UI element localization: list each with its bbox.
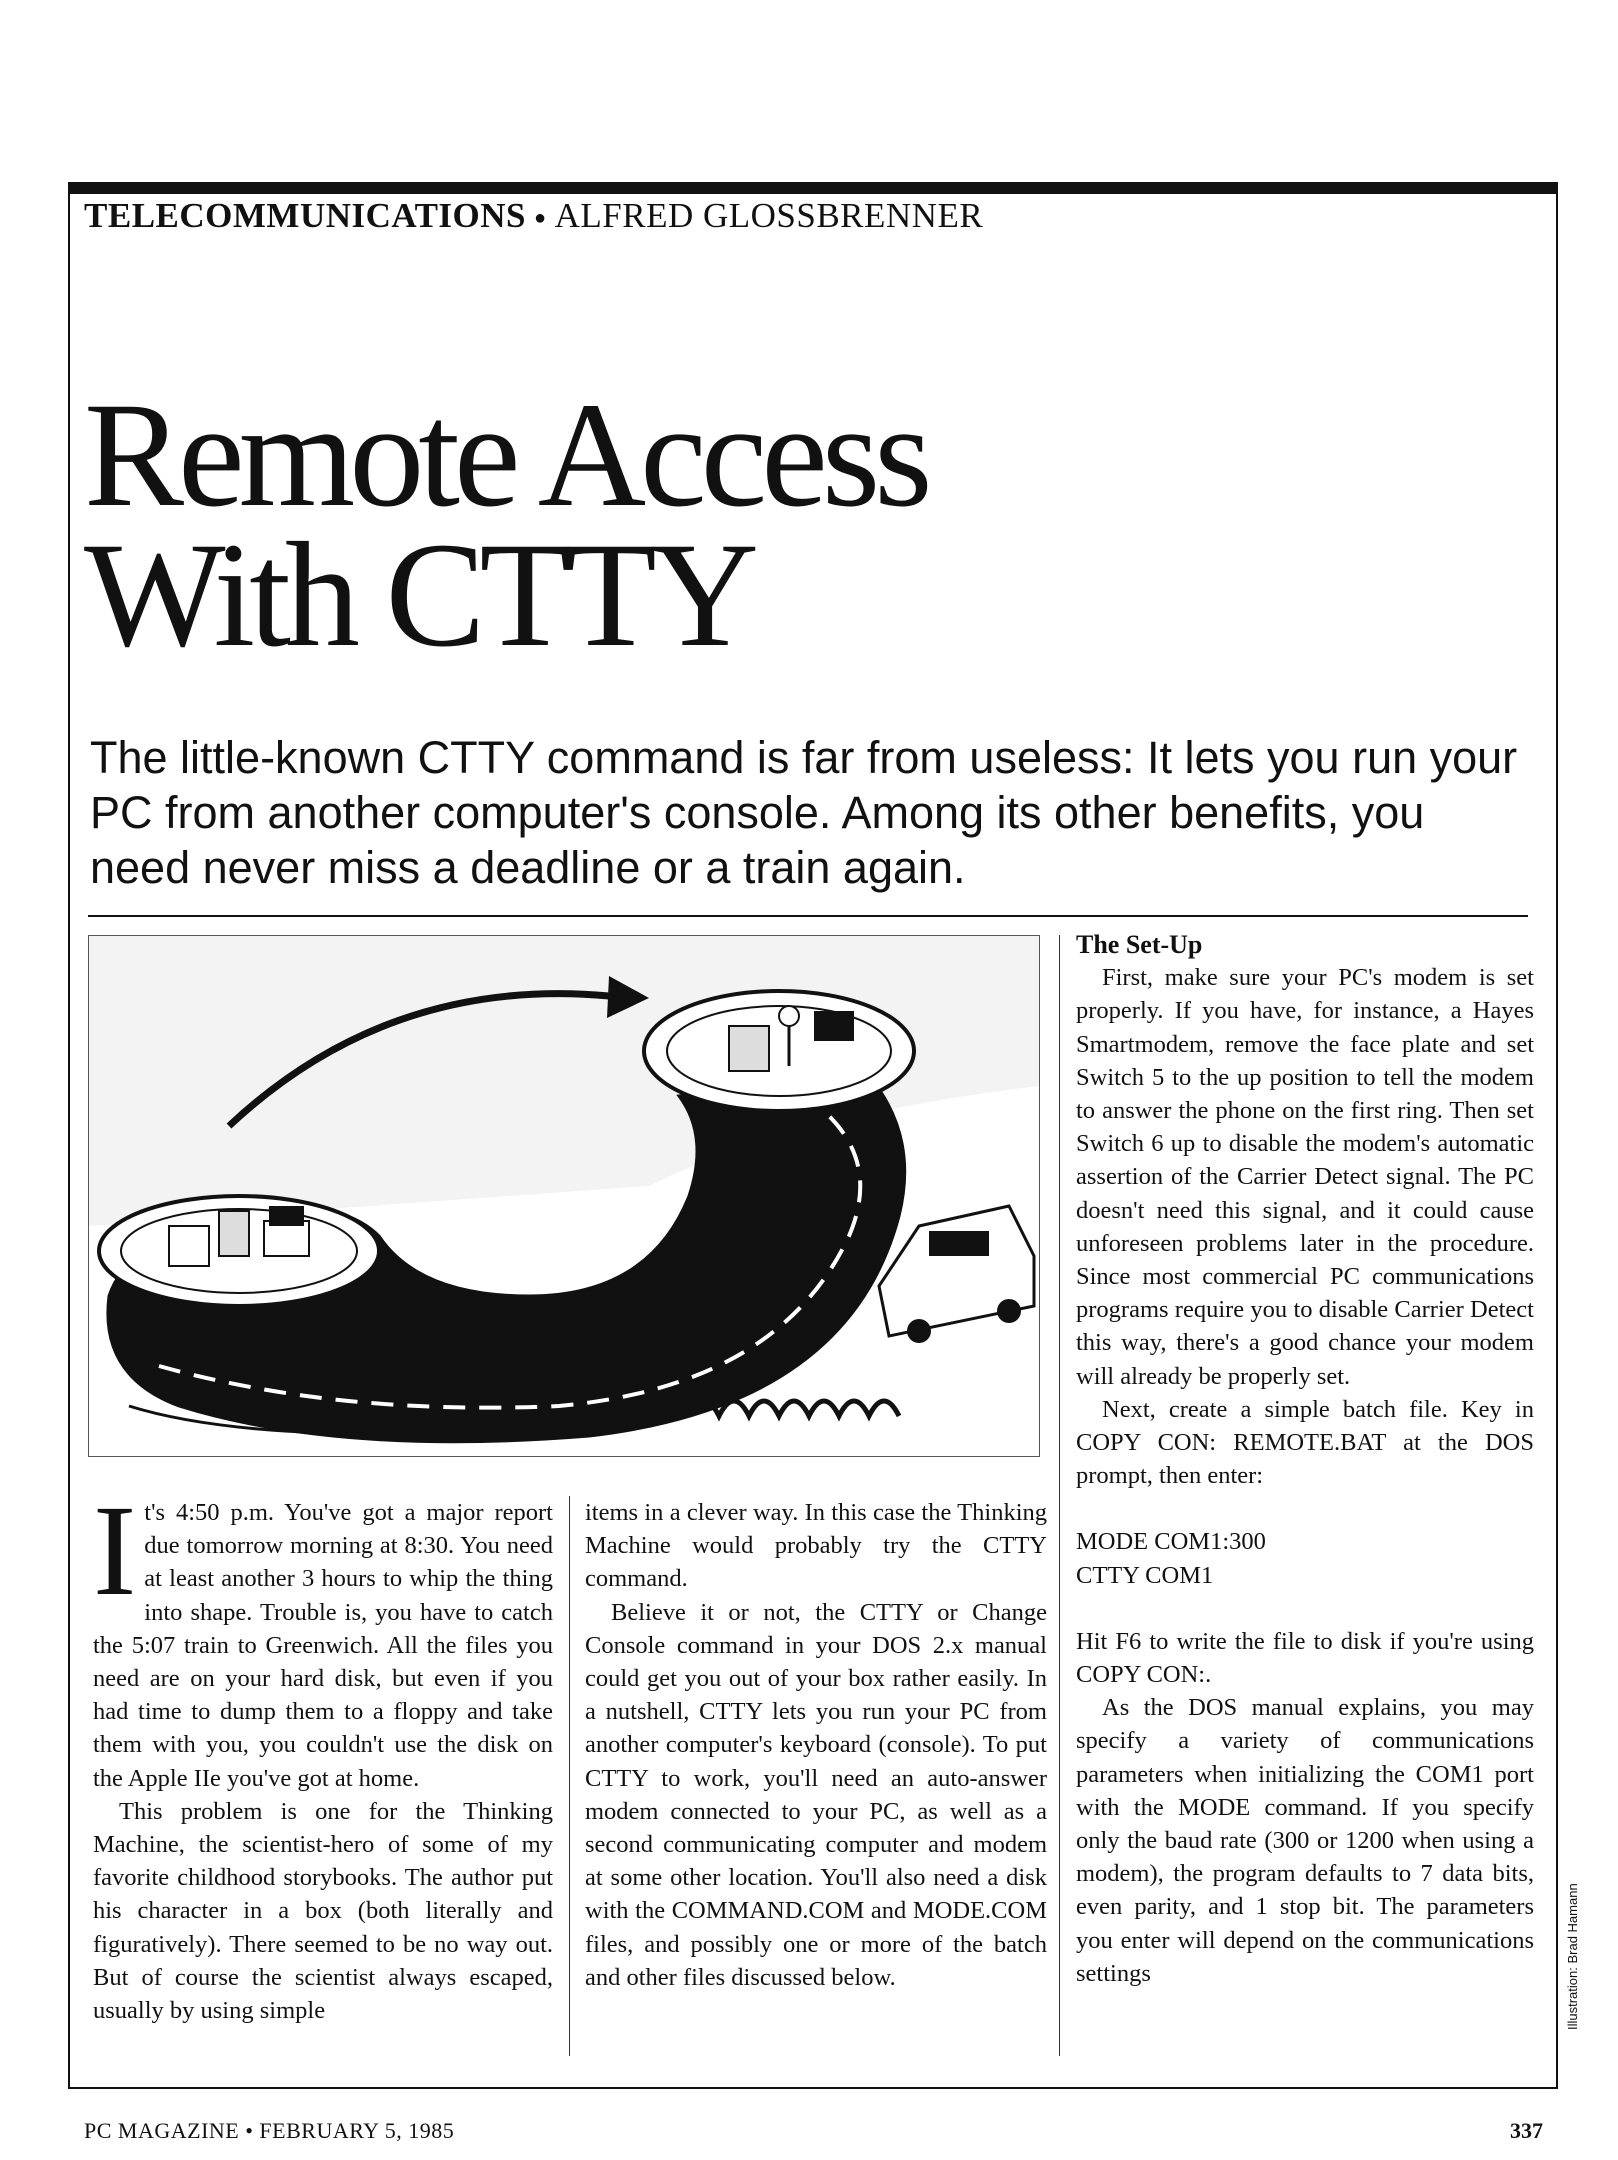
illustration-credit: Illustration: Brad Hamann	[1565, 1883, 1580, 2030]
article-column-2	[585, 1496, 1047, 1994]
section-subhead: The Set-Up	[1076, 930, 1203, 959]
page-number: 337	[1510, 2118, 1543, 2143]
column-divider	[1059, 935, 1060, 2056]
deck-divider	[88, 915, 1528, 917]
paragraph: Believe it or not, the CTTY or Change Console command in your DOS 2.x manual could get you out of your box rather easily. In a nutshell, CTTY lets you run your PC from another computer's keyboard (console). To put CTTY to work, you'll need an auto-answer modem connected to your PC, as well as a second communicating computer and modem at some other location. You'll also need a disk with the COMMAND.COM and MODE.COM files, and possibly one or more of the batch and other files discussed below.	[585, 1598, 1047, 1991]
code-line: CTTY COM1	[1076, 1561, 1214, 1589]
section-header	[84, 196, 983, 236]
article-column-1	[93, 1479, 553, 2027]
code-line: MODE COM1:300	[1076, 1528, 1266, 1556]
paragraph: It's 4:50 p.m. You've got a major report due tomorrow morning at 8:30. You need at least another 3 hours to whip the thing into shape. Trouble is, you have to catch the 5:07 train to Greenwich. All the files you need are on your hard disk, but even if you had time to dump them to a floppy and take them with you, you couldn't use the disk on the Apple IIe you've got at home.	[93, 1479, 553, 1792]
paragraph: items in a clever way. In this case the Thinking Machine would probably try the CTTY command.	[585, 1499, 1047, 1593]
article-column-3	[1076, 928, 1534, 1990]
author-name: ALFRED GLOSSBRENNER	[554, 196, 984, 235]
paragraph: This problem is one for the Thinking Machine, the scientist-hero of some of my favorite childhood storybooks. The author put his character in a box (both literally and figuratively). There seemed to be no way out. But of course the scientist always escaped, usually by using simple	[93, 1797, 553, 2025]
paragraph: Hit F6 to write the file to disk if you're using COPY CON:.	[1076, 1627, 1534, 1689]
section-label: TELECOMMUNICATIONS	[84, 196, 527, 235]
article-deck: The little-known CTTY command is far from useless: It lets you run your PC from another computer's console. Among its other benefits, you need never miss a deadline or a train again.	[90, 732, 1518, 893]
telephone-handset-illustration-icon	[88, 935, 1040, 1457]
paragraph: As the DOS manual explains, you may specify a variety of communications parameters when initializing the COM1 port with the MODE command. If you specify only the baud rate (300 or 1200 when using a modem), the program defaults to 7 data bits, even parity, and 1 stop bit. The parameters you enter will depend on the communications settings	[1076, 1694, 1534, 1987]
headline-line-2: With CTTY	[84, 512, 754, 678]
article-headline	[84, 372, 927, 678]
drop-cap: I	[93, 1479, 137, 1623]
headline-line-1: Remote Access	[84, 372, 927, 538]
paragraph: First, make sure your PC's modem is set properly. If you have, for instance, a Hayes Smartmodem, remove the face plate and set Switch 5 to the up position to tell the modem to answer the phone on the first ring. Then set Switch 6 up to disable the modem's automatic assertion of the Carrier Detect signal. The PC doesn't need this signal, and it could cause unforeseen problems later in the procedure. Since most commercial PC communications programs require you to disable Carrier Detect this way, there's a good chance your modem will already be properly set.	[1076, 964, 1534, 1390]
paragraph: Next, create a simple batch file. Key in COPY CON: REMOTE.BAT at the DOS prompt, then enter:	[1076, 1395, 1534, 1490]
bullet-icon: ●	[534, 207, 547, 230]
footer-publication: PC MAGAZINE • FEBRUARY 5, 1985	[84, 2118, 455, 2143]
column-divider	[569, 1496, 570, 2056]
